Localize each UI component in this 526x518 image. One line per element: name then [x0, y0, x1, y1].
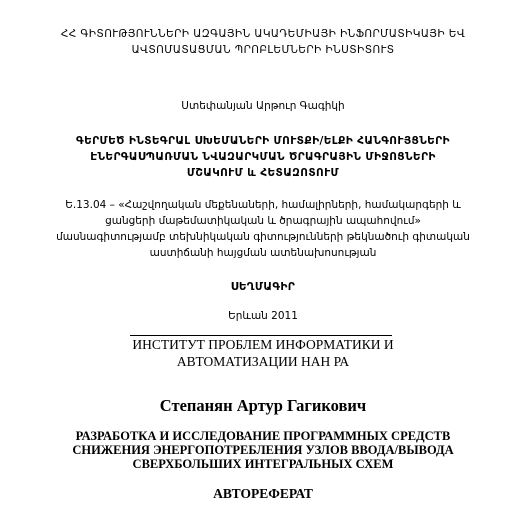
armenian-title-line-1: ԳԵՐՄԵԾ ԻՆՏԵԳՐԱԼ ՍԽԵՄԱՆԵՐԻ ՄՈՒՏՔԻ/ԵԼՔԻ ՀԱՆԳՈՒՅՑՆԵՐԻ [76, 135, 450, 147]
section-divider [130, 335, 392, 336]
armenian-specialty-line-2: ցանցերի մաթեմատիկական և ծրագրային ապահովում» [105, 215, 421, 227]
russian-title-line-1: РАЗРАБОТКА И ИССЛЕДОВАНИЕ ПРОГРАММНЫХ СРЕДСТВ [75, 429, 451, 443]
armenian-city-year: Երևան 2011 [228, 310, 298, 322]
armenian-institute-line-2: ԱՎՏՈՄԱՏԱՑՄԱՆ ՊՐՈԲԼԵՄՆԵՐԻ ԻՆՍՏԻՏՈՒՏ [131, 44, 395, 56]
armenian-title-line-3: ՄՇԱԿՈՒՄ և ՀԵՏԱԶՈՏՈՒՄ [186, 167, 340, 179]
armenian-title-line-2: ԷՆԵՐԳԱՍՊԱՌՄԱՆ ՆՎԱԶԱՐԿՄԱՆ ԾՐԱԳՐԱՅԻՆ ՄԻՋՈՑՆԵՐԻ [90, 151, 436, 163]
russian-title-line-3: СВЕРХБОЛЬШИХ ИНТЕГРАЛЬНЫХ СХЕМ [132, 457, 394, 471]
russian-institute-line-2: АВТОМАТИЗАЦИИ НАН РА [176, 354, 350, 369]
armenian-doc-type: ՍԵՂՄԱԳԻՐ [230, 281, 296, 293]
russian-author-name: Степанян Артур Гагикович [159, 396, 367, 415]
armenian-author-name: Ստեփանյան Արթուր Գագիկի [181, 100, 345, 112]
russian-title-line-2: СНИЖЕНИЯ ЭНЕРГОПОТРЕБЛЕНИЯ УЗЛОВ ВВОДА/ВЫВОДА [72, 443, 454, 457]
armenian-specialty-line-1: Ե.13.04 – «Հաշվողական մեքենաների, համալիրների, համակարգերի և [65, 199, 461, 211]
armenian-specialty-line-4: աստիճանի հայցման ատենախոսության [149, 247, 377, 259]
armenian-institute-line-1: ՀՀ ԳԻՏՈՒԹՅՈՒՆՆԵՐԻ ԱԶԳԱՅԻՆ ԱԿԱԴԵՄԻԱՅԻ ԻՆՖՈՐՄԱՏԻԿԱՅԻ ԵՎ [60, 28, 466, 40]
armenian-specialty-line-3: մասնագիտությամբ տեխնիկական գիտությունների թեկնածուի գիտական [56, 231, 470, 243]
russian-doc-type: АВТОРЕФЕРАТ [213, 486, 313, 501]
russian-institute-line-1: ИНСТИТУТ ПРОБЛЕМ ИНФОРМАТИКИ И [132, 337, 394, 352]
